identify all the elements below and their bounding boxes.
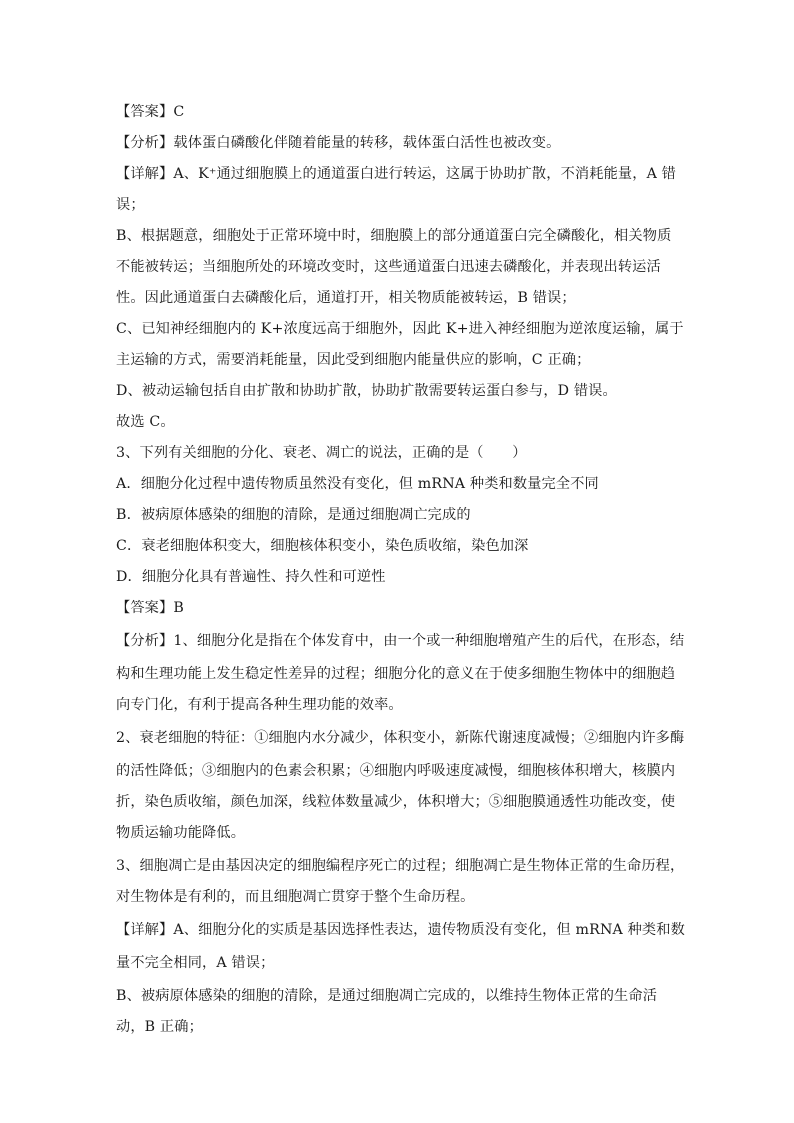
answer-line-q3: 【答案】B: [116, 600, 184, 616]
detail-line-q2-c-cont: 主运输的方式，需要消耗能量，因此受到细胞内能量供应的影响，C 正确；: [116, 352, 591, 368]
analysis-line-q3-1-cont1: 构和生理功能上发生稳定性差异的过程；细胞分化的意义在于使多细胞生物体中的细胞趋: [116, 666, 676, 682]
detail-line-q3-b-cont: 动，B 正确；: [116, 1019, 203, 1035]
option-c: C．衰老细胞体积变大，细胞核体积变小，染色质收缩，染色加深: [116, 538, 529, 554]
detail-line-q3-a: 【详解】A、细胞分化的实质是基因选择性表达，遗传物质没有变化，但 mRNA 种类和数: [116, 922, 685, 938]
answer-line-q2: 【答案】C: [116, 104, 185, 120]
analysis-line-q3-3: 3、细胞凋亡是由基因决定的细胞编程序死亡的过程；细胞凋亡是生物体正常的生命历程，: [116, 858, 685, 874]
analysis-line-q2: 【分析】载体蛋白磷酸化伴随着能量的转移，载体蛋白活性也被改变。: [116, 135, 561, 151]
analysis-line-q3-1: 【分析】1、细胞分化是指在个体发育中，由一个或一种细胞增殖产生的后代，在形态，结: [116, 633, 685, 649]
analysis-line-q3-2-cont1: 的活性降低；③细胞内的色素会积累；④细胞内呼吸速度减慢，细胞核体积增大，核膜内: [116, 763, 676, 779]
detail-line-q3-b: B、被病原体感染的细胞的清除，是通过细胞凋亡完成的，以维持生物体正常的生命活: [116, 988, 658, 1004]
detail-line-q2-a: 【详解】A、K⁺通过细胞膜上的通道蛋白进行转运，这属于协助扩散，不消耗能量，A 错: [116, 166, 676, 182]
detail-line-q3-a-cont: 量不完全相同，A 错误；: [116, 955, 275, 971]
detail-line-q2-b-cont1: 不能被转运；当细胞所处的环境改变时，这些通道蛋白迅速去磷酸化，并表现出转运活: [116, 259, 661, 275]
analysis-line-q3-3-cont: 对生物体是有利的，而且细胞凋亡贯穿于整个生命历程。: [116, 889, 475, 905]
analysis-line-q3-2-cont3: 物质运输功能降低。: [116, 825, 246, 841]
detail-line-q2-b-cont2: 性。因此通道蛋白去磷酸化后，通道打开，相关物质能被转运，B 错误；: [116, 290, 576, 306]
option-d: D．细胞分化具有普遍性、持久性和可逆性: [116, 569, 386, 585]
detail-line-q2-c: C、已知神经细胞内的 K+浓度远高于细胞外，因此 K+进入神经细胞为逆浓度运输，属于: [116, 321, 684, 337]
detail-line-q2-b: B、根据题意，细胞处于正常环境中时，细胞膜上的部分通道蛋白完全磷酸化，相关物质: [116, 228, 672, 244]
analysis-line-q3-1-cont2: 向专门化，有利于提高各种生理功能的效率。: [116, 697, 403, 713]
detail-line-q2-d: D、被动运输包括自由扩散和协助扩散，协助扩散需要转运蛋白参与，D 错误。: [116, 383, 617, 399]
conclusion-line-q2: 故选 C。: [116, 414, 175, 430]
analysis-line-q3-2: 2、衰老细胞的特征：①细胞内水分减少，体积变小，新陈代谢速度减慢；②细胞内许多酶: [116, 730, 685, 746]
option-a: A．细胞分化过程中遗传物质虽然没有变化，但 mRNA 种类和数量完全不同: [116, 476, 599, 492]
option-b: B．被病原体感染的细胞的清除，是通过细胞凋亡完成的: [116, 507, 471, 523]
analysis-line-q3-2-cont2: 折，染色质收缩，颜色加深，线粒体数量减少，体积增大；⑤细胞膜通透性功能改变，使: [116, 794, 676, 810]
question-3-stem: 3、下列有关细胞的分化、衰老、凋亡的说法，正确的是（ ）: [116, 445, 527, 461]
detail-line-q2-a-cont: 误；: [116, 197, 145, 213]
